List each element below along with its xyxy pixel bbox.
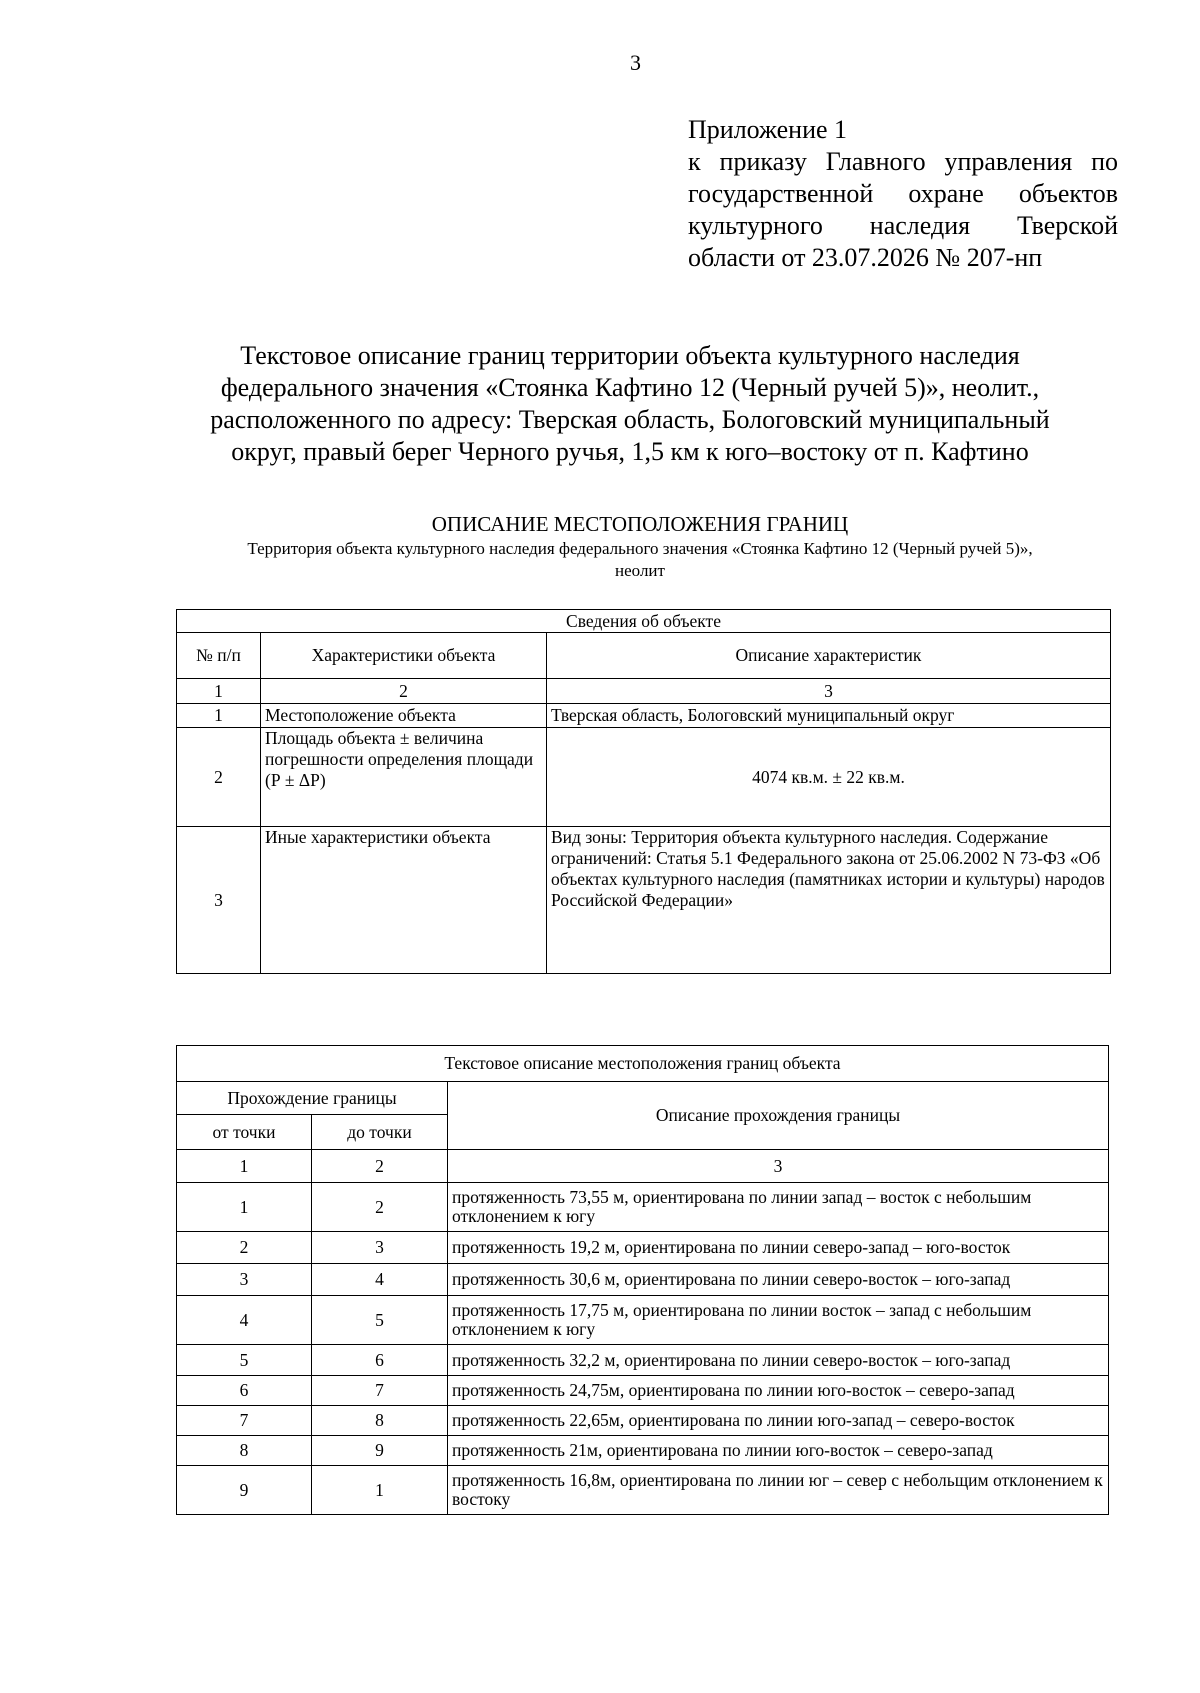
table-row <box>177 1436 1109 1466</box>
header-boundary-description: Описание прохождения границы <box>448 1082 1109 1150</box>
column-number: 1 <box>177 679 261 704</box>
object-table-title: Сведения об объекте <box>177 610 1111 633</box>
row-characteristic: Площадь объекта ± величина погрешности определения площади (Р ± ΔР) <box>261 728 547 827</box>
to-point: 4 <box>312 1264 448 1296</box>
column-number: 2 <box>312 1150 448 1183</box>
to-point: 1 <box>312 1466 448 1515</box>
table-row <box>177 1183 1109 1232</box>
document-title <box>150 340 1110 468</box>
to-point: 7 <box>312 1376 448 1406</box>
table-row <box>177 704 1111 728</box>
appendix-line: к приказу Главного управления по <box>688 147 1118 176</box>
to-point: 6 <box>312 1345 448 1376</box>
from-point: 4 <box>177 1296 312 1345</box>
boundary-description: протяженность 73,55 м, ориентирована по линии запад – восток с небольшим отклонением к югу <box>448 1183 1109 1232</box>
column-number: 3 <box>547 679 1111 704</box>
header-characteristics: Характеристики объекта <box>261 633 547 679</box>
table-row <box>177 827 1111 974</box>
header-number: № п/п <box>177 633 261 679</box>
boundary-description: протяженность 24,75м, ориентирована по линии юго-восток – северо-запад <box>448 1376 1109 1406</box>
header-to-point: до точки <box>312 1115 448 1150</box>
to-point: 8 <box>312 1406 448 1436</box>
row-description: Вид зоны: Территория объекта культурного наследия. Содержание ограничений: Статья 5.1 Федерального закона от 25.06.2002 N 73-ФЗ «Об объектах культурного наследия (памятниках истории и культуры) народов Российской Федерации» <box>547 827 1111 974</box>
from-point: 2 <box>177 1232 312 1264</box>
header-boundary-passage: Прохождение границы <box>177 1082 448 1115</box>
from-point: 6 <box>177 1376 312 1406</box>
object-info-table <box>176 609 1111 974</box>
row-description: 4074 кв.м. ± 22 кв.м. <box>547 728 1111 827</box>
table-row <box>177 1345 1109 1376</box>
boundary-description: протяженность 30,6 м, ориентирована по линии северо-восток – юго-запад <box>448 1264 1109 1296</box>
boundary-description-table <box>176 1045 1109 1515</box>
to-point: 5 <box>312 1296 448 1345</box>
column-number: 3 <box>448 1150 1109 1183</box>
from-point: 9 <box>177 1466 312 1515</box>
page-number: 3 <box>630 50 641 75</box>
section-subtitle <box>160 538 1120 582</box>
from-point: 3 <box>177 1264 312 1296</box>
appendix-line: государственной охране объектов <box>688 179 1118 208</box>
table-row <box>177 1466 1109 1515</box>
row-number: 3 <box>177 827 261 974</box>
section-heading: ОПИСАНИЕ МЕСТОПОЛОЖЕНИЯ ГРАНИЦ <box>431 512 849 536</box>
from-point: 1 <box>177 1183 312 1232</box>
from-point: 8 <box>177 1436 312 1466</box>
boundary-description: протяженность 17,75 м, ориентирована по линии восток – запад с небольшим отклонением к югу <box>448 1296 1109 1345</box>
section-subtitle-line: Территория объекта культурного наследия федерального значения «Стоянка Кафтино 12 (Черный ручей 5)», <box>247 539 1033 558</box>
to-point: 3 <box>312 1232 448 1264</box>
to-point: 2 <box>312 1183 448 1232</box>
row-number: 1 <box>177 704 261 728</box>
row-description: Тверская область, Бологовский муниципальный округ <box>547 704 1111 728</box>
table-row <box>177 1232 1109 1264</box>
header-description: Описание характеристик <box>547 633 1111 679</box>
table-row <box>177 1264 1109 1296</box>
from-point: 7 <box>177 1406 312 1436</box>
table-row <box>177 1376 1109 1406</box>
title-line: федерального значения «Стоянка Кафтино 12 (Черный ручей 5)», неолит., <box>220 373 1040 402</box>
appendix-line: Приложение 1 <box>688 115 848 144</box>
boundary-description: протяженность 19,2 м, ориентирована по линии северо-запад – юго-восток <box>448 1232 1109 1264</box>
to-point: 9 <box>312 1436 448 1466</box>
boundary-description: протяженность 21м, ориентирована по линии юго-восток – северо-запад <box>448 1436 1109 1466</box>
appendix-block <box>688 114 1118 274</box>
header-from-point: от точки <box>177 1115 312 1150</box>
boundary-table-title: Текстовое описание местоположения границ объекта <box>177 1046 1109 1082</box>
appendix-line: области от 23.07.2026 № 207-нп <box>688 243 1043 272</box>
boundary-description: протяженность 16,8м, ориентирована по линии юг – север с небольщим отклонением к востоку <box>448 1466 1109 1515</box>
table-row <box>177 1296 1109 1345</box>
row-characteristic: Местоположение объекта <box>261 704 547 728</box>
table-row <box>177 728 1111 827</box>
row-number: 2 <box>177 728 261 827</box>
row-characteristic: Иные характеристики объекта <box>261 827 547 974</box>
column-number: 2 <box>261 679 547 704</box>
section-subtitle-line: неолит <box>615 561 665 580</box>
appendix-line: культурного наследия Тверской <box>688 211 1118 240</box>
title-line: расположенного по адресу: Тверская область, Бологовский муниципальный <box>210 405 1050 434</box>
boundary-description: протяженность 32,2 м, ориентирована по линии северо-восток – юго-запад <box>448 1345 1109 1376</box>
from-point: 5 <box>177 1345 312 1376</box>
column-number: 1 <box>177 1150 312 1183</box>
title-line: округ, правый берег Черного ручья, 1,5 км к юго–востоку от п. Кафтино <box>231 437 1029 466</box>
boundary-description: протяженность 22,65м, ориентирована по линии юго-запад – северо-восток <box>448 1406 1109 1436</box>
title-line: Текстовое описание границ территории объекта культурного наследия <box>240 341 1020 370</box>
table-row <box>177 1406 1109 1436</box>
